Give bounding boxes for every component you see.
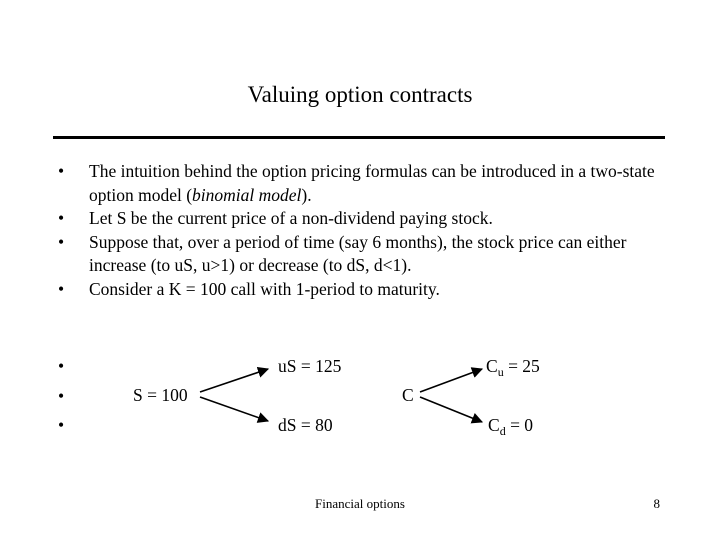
bullet-marker: • (58, 415, 65, 435)
bullet-marker: • (58, 208, 65, 228)
bullet-text: ). (301, 184, 312, 205)
arrow-call-up (420, 369, 482, 392)
bullet-text-italic: binomial model (192, 184, 302, 205)
arrow-stock-up (200, 369, 268, 392)
call-value-now: C (402, 385, 414, 405)
bullet-marker: • (58, 231, 65, 252)
bullet-text: Let S be the current price of a non-dividend paying stock. (89, 208, 493, 228)
bullet-marker: • (58, 386, 65, 406)
call-up-amount: = 25 (503, 356, 540, 376)
call-value-down (488, 414, 533, 442)
call-down-subscript: d (499, 424, 506, 438)
arrow-call-down (420, 397, 482, 422)
bullet-marker: • (58, 356, 65, 376)
call-up-subscript: u (497, 365, 504, 379)
slide-title: Valuing option contracts (247, 82, 473, 107)
stock-price-now: S = 100 (133, 385, 188, 405)
call-up-symbol: C (486, 356, 498, 376)
call-down-symbol: C (488, 415, 500, 435)
bullet-text: Consider a K = 100 call with 1-period to maturity. (89, 278, 440, 299)
footer-text: Financial options (315, 496, 405, 511)
bullet-text: The intuition behind the option pricing formulas can be introduced in a two-state option model ( (89, 161, 655, 205)
stock-price-down: dS = 80 (278, 415, 333, 435)
page-number: 8 (653, 496, 660, 511)
bullet-marker: • (58, 161, 65, 181)
bullet-marker: • (58, 278, 65, 299)
stock-price-up: uS = 125 (278, 356, 342, 376)
call-down-amount: = 0 (505, 415, 534, 435)
arrow-stock-down (200, 397, 268, 421)
call-value-up (486, 355, 540, 383)
bullet-text: Suppose that, over a period of time (say 6 months), the stock price can either increase (to uS, u>1) or decrease (to dS, d<1). (89, 231, 627, 275)
